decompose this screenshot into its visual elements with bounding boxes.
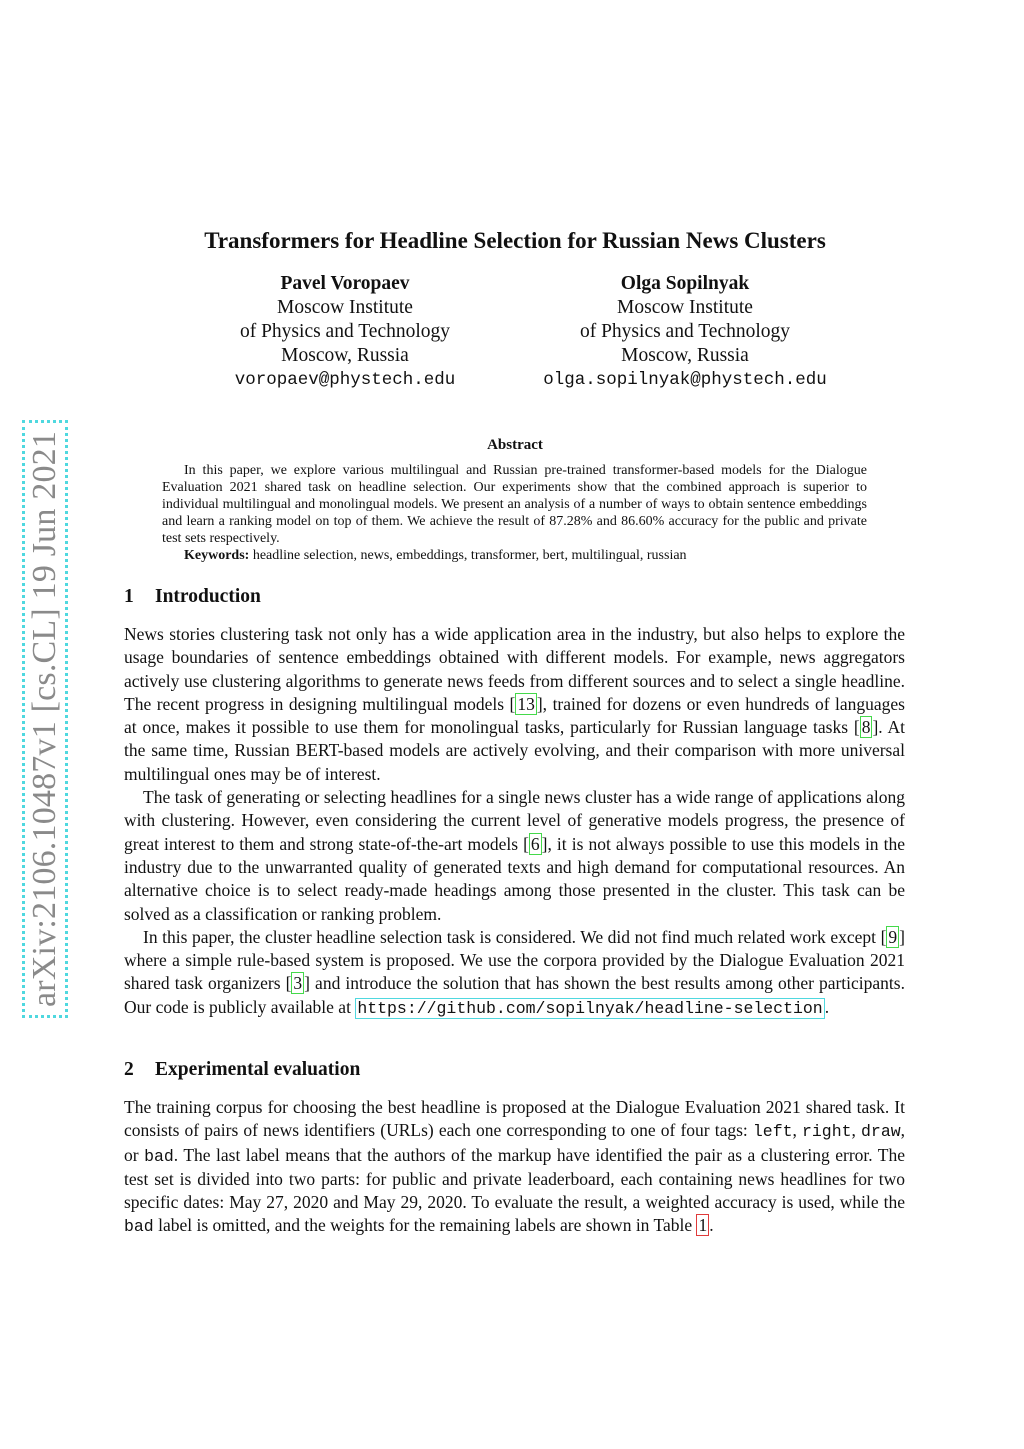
abstract-text: In this paper, we explore various multilingual and Russian pre-trained transformer-based models for the Dialogue Evaluation 2021 shared task on headline selection. Our experiments show that the combined approach is superior to individual multilingual and monolingual models. We present an analysis of a number of ways to obtain sentence embeddings and learn a ranking model on top of them. We achieve the result of 87.28% and 86.60% accuracy for the public and private test sets respectively. [162, 463, 867, 546]
abstract [162, 462, 867, 564]
arxiv-stamp [22, 420, 68, 1018]
code-term: bad [144, 1146, 174, 1166]
citation-link[interactable]: 8 [861, 717, 871, 738]
keywords-label: Keywords: [184, 548, 250, 563]
keywords [162, 547, 867, 564]
author-location: Moscow, Russia [281, 345, 409, 366]
code-repository-link[interactable]: https://github.com/sopilnyak/headline-selection [357, 998, 823, 1018]
author-affiliation: Moscow Institute [617, 297, 753, 318]
author-affiliation: of Physics and Technology [239, 321, 451, 342]
keywords-text: headline selection, news, embeddings, transformer, bert, multilingual, russian [252, 548, 687, 563]
code-term: draw [861, 1122, 901, 1142]
citation-link[interactable]: 3 [293, 973, 303, 994]
section-title: Introduction [155, 586, 261, 607]
author-location: Moscow, Russia [621, 345, 749, 366]
author-name: Olga Sopilnyak [620, 273, 750, 294]
section-number: 1 [124, 586, 134, 607]
section-heading-experimental-evaluation [124, 1059, 360, 1081]
author-block-1 [200, 272, 490, 392]
author-affiliation: Moscow Institute [277, 297, 413, 318]
paper-title: Transformers for Headline Selection for Russian News Clusters [204, 228, 826, 253]
paragraph: News stories clustering task not only has a wide application area in the industry, but also helps to explore the usage boundaries of sentence embeddings obtained with different models. For example, news aggregators actively use clustering algorithms to generate news feeds from different sources and to select a single headline. The recent progress in designing multilingual models [ 13 ], trained for dozens or even hundreds of languages at once, makes it possible to use them for monolingual tasks, particularly for Russian language tasks [ 8 ]. At the same time, Russian BERT-based models are actively evolving, and their comparison with more universal multilingual ones may be of interest. [124, 624, 905, 784]
code-term: right [802, 1122, 852, 1142]
section-heading-introduction [124, 586, 261, 608]
author-email[interactable]: olga.sopilnyak@phystech.edu [543, 370, 827, 390]
author-affiliation: of Physics and Technology [579, 321, 791, 342]
introduction-body [124, 623, 905, 1020]
section-title: Experimental evaluation [155, 1059, 361, 1080]
citation-link[interactable]: 6 [530, 833, 540, 854]
citation-link[interactable]: 13 [517, 693, 535, 714]
paragraph: In this paper, the cluster headline selection task is considered. We did not find much related work except [ 9 ] where a simple rule-based system is proposed. We use the corpora provided by the Dialogue Evaluation 2021 shared task organizers [ 3 ] and introduce the solution that has shown the best results among other participants. Our code is publicly available at https://github.com/sopilnyak/headline-selection . [124, 926, 905, 1018]
author-email[interactable]: voropaev@phystech.edu [234, 370, 456, 390]
author-block-2 [510, 272, 860, 392]
paragraph: The task of generating or selecting headlines for a single news cluster has a wide range of applications along with clustering. However, even considering the current level of generative models progress, the presence of great interest to them and strong state-of-the-art models [ 6 ], it is not always possible to use this models in the industry due to the unwarranted quality of generated texts and high demand for computational resources. An alternative choice is to select ready-made headings among those presented in the cluster. This task can be solved as a classification or ranking problem. [124, 787, 905, 924]
arxiv-stamp-text: arXiv:2106.10487v1 [cs.CL] 19 Jun 2021 [26, 430, 63, 1008]
code-term: bad [124, 1217, 154, 1237]
paragraph: The training corpus for choosing the best headline is proposed at the Dialogue Evaluation 2021 shared task. It consists of pairs of news identifiers (URLs) each one corresponding to one of four tags: left, right, draw, or bad. The last label means that the authors of the markup have identified the pair as a clustering error. The test set is divided into two parts: for public and private leaderboard, each containing news headlines for two specific dates: May 27, 2020 and May 29, 2020. To evaluate the result, a weighted accuracy is used, while the bad label is omitted, and the weights for the remaining labels are shown in Table 1 . [124, 1097, 906, 1237]
citation-link[interactable]: 9 [888, 926, 898, 947]
table-reference-link[interactable]: 1 [698, 1215, 708, 1236]
abstract-heading: Abstract [487, 437, 543, 453]
experimental-evaluation-body [124, 1096, 905, 1239]
code-term: left [752, 1122, 793, 1142]
author-name: Pavel Voropaev [280, 273, 410, 294]
section-number: 2 [124, 1059, 134, 1080]
